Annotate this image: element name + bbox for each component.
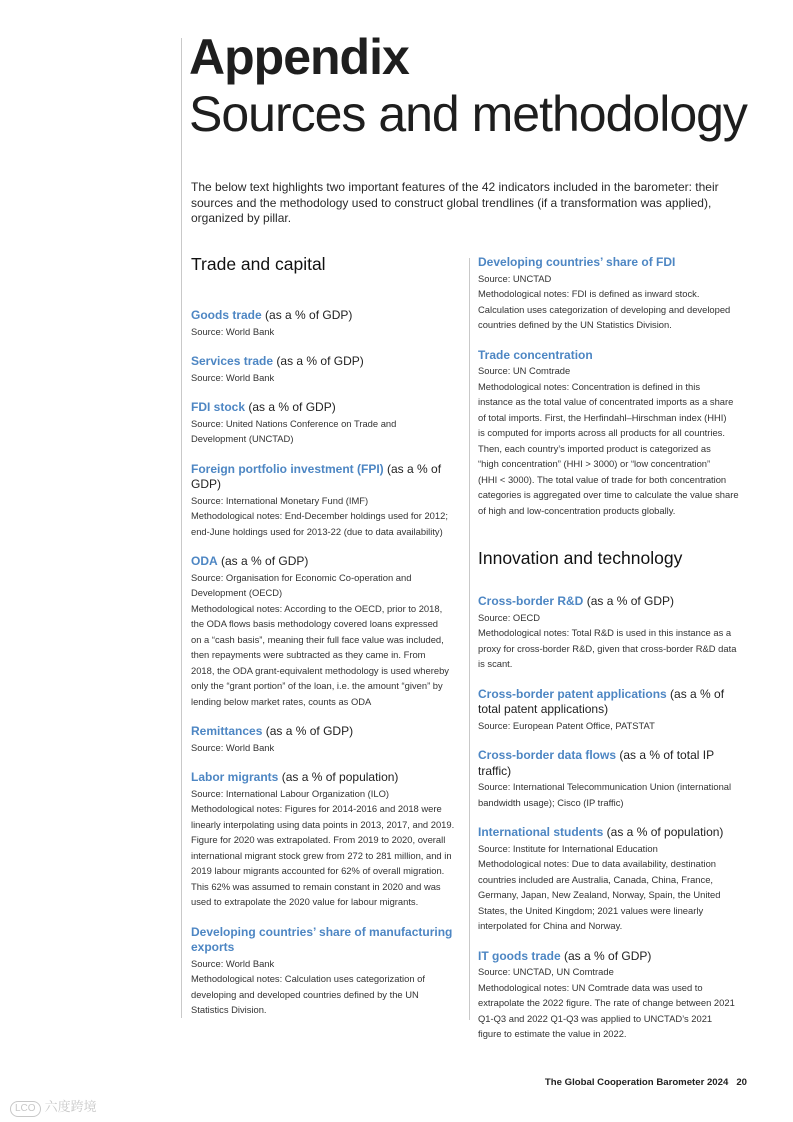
indicator-name: Remittances [191,724,263,738]
indicator-source: Source: UN Comtrade [478,365,571,376]
indicator-unit: (as a % of GDP) [560,948,652,963]
indicator-note-line: Development (OECD) [191,587,283,598]
indicator-note-line: This 62% was assumed to remain constant in 2020 and was [191,880,441,892]
indicator-note-line: Methodological notes: Concentration is defined in this [478,380,701,392]
left-vertical-rule [181,38,182,1018]
indicator-note-line: Methodological notes: FDI is defined as inward stock. [478,288,700,299]
indicator-note-line: Methodological notes: Total R&D is used in this instance as a [478,627,732,638]
indicator-note-line: proxy for cross-border R&D, given that cross-border R&D data [478,642,737,654]
indicator-cross-border-data-flows [478,748,750,810]
indicator-unit: (as a % of GDP) [262,724,354,738]
indicator-oda [191,554,463,709]
indicator-note-line: interpolated for China and Norway. [478,920,623,931]
indicator-note-line: Methodological notes: Figures for 2014-2016 and 2018 were [191,803,442,814]
indicator-note-line: of high and low-concentration products globally. [478,504,676,516]
indicator-note-line: Methodological notes: End-December holdings used for 2012; [191,510,448,521]
indicator-note-line: is scant. [478,658,513,669]
indicator-source: Source: United Nations Conference on Trade and [191,417,397,429]
indicator-international-students [478,825,750,934]
indicator-note-line: categories is aggregated over time to calculate the value share [478,489,739,500]
left-entries [191,308,463,1018]
indicator-name: Labor migrants [191,770,279,784]
indicator-unit: (as a % of total patent applications) [478,686,725,716]
indicator-heading [191,354,463,370]
indicator-note-line: on a “cash basis”, meaning their full face value was included, [191,633,444,645]
indicator-note-line: lending below market rates, counts as ODA [191,695,372,707]
indicator-name: Services trade [191,354,274,368]
indicator-note-line: then repayments were subtracted as they came in. From [191,649,426,660]
indicator-cross-border-patent-applications [478,687,750,734]
indicator-note-line: international migrant stock grew from 272 to 281 million, and in [191,849,452,861]
indicator-remittances [191,724,463,755]
indicator-heading [191,400,463,416]
indicator-name: IT goods trade [478,948,561,963]
indicator-goods-trade [191,308,463,339]
footer-report-title: The Global Cooperation Barometer 2024 [544,1077,729,1088]
indicator-note-line: States, the United Kingdom; 2021 values were linearly [478,904,704,916]
watermark-text: 六度跨境 [44,1099,97,1114]
indicator-source: Source: UNCTAD [478,272,552,284]
indicator-source: Source: World Bank [191,957,275,969]
indicator-heading [191,724,463,740]
indicator-foreign-portfolio-investment-fpi [191,462,463,540]
indicator-note-line: used to extrapolate the 2020 value for labour migrants. [191,896,419,907]
indicator-note-line: developing and developed countries defined by the UN [191,988,419,1000]
indicator-heading [478,825,750,841]
indicator-note-line: end-June holdings used for 2013-22 (due to data availability) [191,525,443,537]
indicator-note-line: Germany, Japan, New Zealand, Norway, Spain, the United [478,889,721,900]
indicator-heading [191,308,463,324]
indicator-heading [478,949,750,965]
indicator-unit: (as a % of GDP) [217,554,309,568]
indicator-note-line: “high concentration” (HHI > 3000) or “low concentration” [478,458,711,469]
indicator-note-line: instance as the total value of concentrated imports as a share [478,396,734,407]
indicator-cross-border-r-d [478,594,750,672]
indicator-note-line: of total imports. First, the Herfindahl–Hirschman index (HHI) [478,411,727,423]
indicator-note-line: Then, each country’s imported product is categorized as [478,442,711,454]
indicator-unit: (as a % of GDP) [583,594,675,608]
indicator-name: Developing countries’ share of FDI [478,255,676,269]
indicator-unit: (as a % of GDP) [245,400,336,414]
page-title: Appendix [189,29,409,85]
left-column [191,253,463,1018]
indicator-heading [191,770,463,786]
indicator-note-line: Figure for 2020 was extrapolated. From 2019 to 2020, overall [191,834,446,845]
indicator-unit: (as a % of population) [278,770,399,784]
indicator-source: Source: UNCTAD, UN Comtrade [478,966,614,977]
indicator-unit: (as a % of GDP) [261,308,353,322]
indicator-name: Cross-border patent applications [478,686,667,701]
indicator-name: International students [478,825,604,839]
indicator-heading [478,594,750,610]
intro-paragraph: The below text highlights two important features of the 42 indicators included in the barometer: their sources and the methodology used to construct global trendlines (if a transformation was applied), organized by pillar. [191,180,719,225]
indicator-developing-countries-share-of-fdi [478,255,750,333]
indicator-note-line: is computed for imports across all products for all countries. [478,427,725,438]
indicator-note-line: the ODA flows basis methodology covered loans expressed [191,618,439,629]
indicator-note-line: countries included are Australia, Canada, China, France, [478,873,714,885]
indicator-source: Source: International Labour Organization (ILO) [191,787,390,799]
indicator-source: Source: European Patent Office, PATSTAT [478,719,655,731]
indicator-note-line: Calculation uses categorization of developing and developed [478,303,731,315]
indicator-note-line: 2018, the ODA grant-equivalent methodology is used whereby [191,664,449,676]
indicator-source: Source: International Monetary Fund (IMF) [191,494,369,506]
indicator-developing-countries-share-of-manufacturing-exports [191,925,463,1018]
indicator-name: Cross-border data flows [478,748,617,762]
indicator-note-line: Statistics Division. [191,1004,267,1015]
right-entries-top [478,255,750,518]
indicator-note-line: Methodological notes: UN Comtrade data was used to [478,981,703,993]
indicator-note-line: Development (UNCTAD) [191,433,294,444]
indicator-note-line: (HHI < 3000). The total value of trade for both concentration [478,473,727,485]
right-column [478,255,750,1042]
indicator-labor-migrants [191,770,463,910]
indicator-name: Developing countries’ share of manufacturing exports [191,924,453,954]
indicator-unit: (as a % of population) [603,825,724,839]
indicator-services-trade [191,354,463,385]
indicator-it-goods-trade [478,949,750,1042]
indicator-name: Cross-border R&D [478,594,584,608]
indicator-trade-concentration [478,348,750,519]
indicator-source: Source: Institute for International Education [478,842,658,854]
indicator-source: Source: World Bank [191,325,275,337]
indicator-heading [478,255,750,271]
indicator-note-line: only the “grant portion” of the loan, i.e. the amount “given” by [191,680,443,691]
indicator-note-line: Methodological notes: Due to data availability, destination [478,858,716,869]
indicator-source: Source: OECD [478,611,540,623]
indicator-name: Goods trade [191,308,262,322]
indicator-heading [478,348,750,364]
indicator-unit: (as a % of total IP traffic) [478,748,714,778]
page-subtitle: Sources and methodology [189,86,747,142]
section-title-innovation-and-technology: Innovation and technology [478,548,683,568]
right-entries [478,594,750,1042]
indicator-fdi-stock [191,400,463,447]
indicator-source: Source: Organisation for Economic Co-operation and [191,571,412,583]
indicator-note-line: countries defined by the UN Statistics Division. [478,319,672,330]
page-number: 20 [736,1077,747,1088]
indicator-heading [478,687,750,718]
indicator-note-line: Methodological notes: Calculation uses categorization of [191,973,425,984]
indicator-name: Trade concentration [478,347,593,362]
indicator-note-line: figure to estimate the value in 2022. [478,1028,627,1039]
indicator-source: Source: International Telecommunication Union (international [478,781,732,792]
indicator-source: Source: World Bank [191,741,275,753]
indicator-heading [191,554,463,570]
indicator-note-line: extrapolate the 2022 figure. The rate of change between 2021 [478,997,735,1008]
indicator-name: Foreign portfolio investment (FPI) [191,461,384,476]
indicator-note-line: Methodological notes: According to the OECD, prior to 2018, [191,602,443,614]
indicator-heading [478,748,750,779]
indicator-note-line: bandwidth usage); Cisco (IP traffic) [478,796,624,808]
indicator-note-line: Q1-Q3 and 2022 Q1-Q3 was applied to UNCTAD’s 2021 [478,1012,713,1024]
indicator-note-line: linearly interpolating using data points in 2013, 2017, and 2019. [191,818,455,830]
indicator-heading [191,925,463,956]
section-title-trade-and-capital: Trade and capital [191,254,326,274]
indicator-name: FDI stock [191,400,246,414]
indicator-heading [191,462,463,493]
indicator-unit: (as a % of GDP) [273,354,364,368]
indicator-unit: (as a % of GDP) [191,461,442,491]
indicator-name: ODA [191,554,218,568]
watermark-logo: LCO [10,1101,41,1117]
column-divider-rule [469,258,470,1020]
indicator-source: Source: World Bank [191,371,275,383]
watermark [10,1096,97,1117]
indicator-note-line: 2019 labour migrants accounted for 62% of overall migration. [191,865,445,876]
page-footer [545,1077,747,1088]
